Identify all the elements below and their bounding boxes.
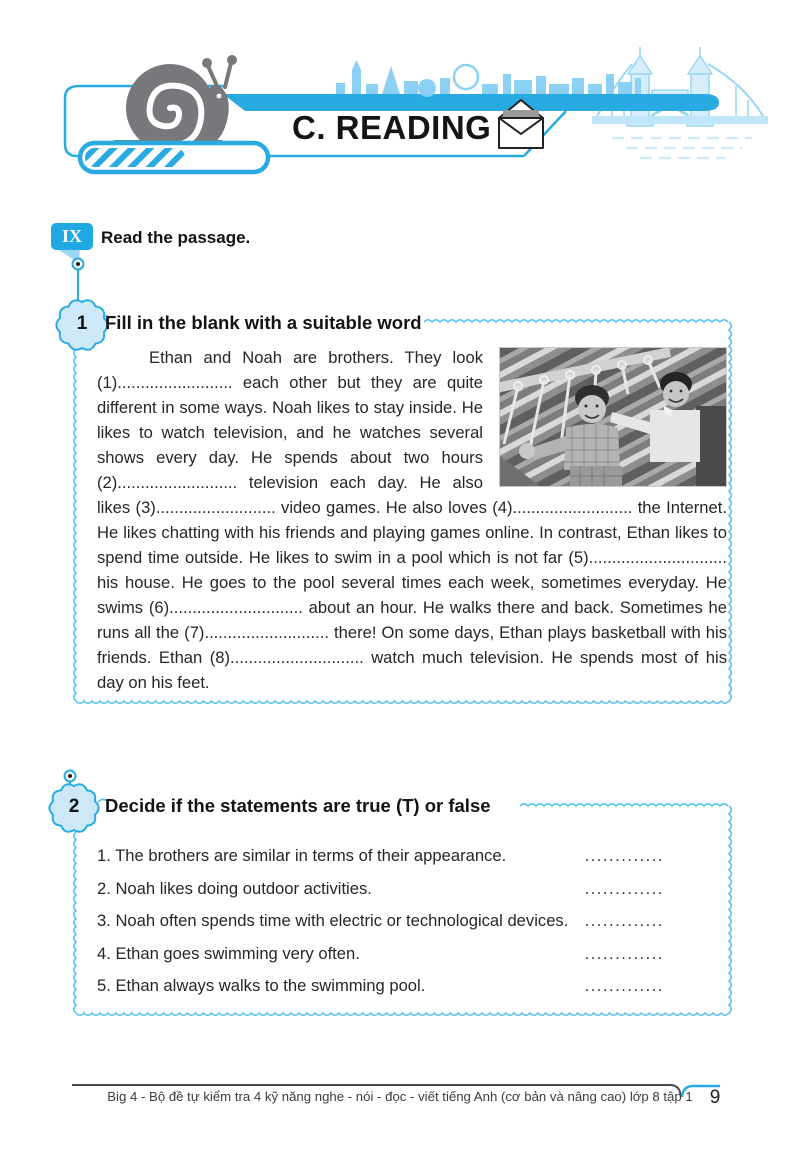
page-section-title: C. READING xyxy=(292,109,492,146)
section-instruction: Read the passage. xyxy=(101,228,251,247)
exercise-1-number: 1 xyxy=(76,313,88,334)
statement-text: 3. Noah often spends time with electric or technological devices. xyxy=(97,911,569,930)
answer-blank: ............. xyxy=(584,911,664,930)
section-numeral-badge: IX xyxy=(61,226,82,246)
statement-row xyxy=(97,876,664,901)
page-number: 9 xyxy=(709,1087,721,1108)
statement-text: 4. Ethan goes swimming very often. xyxy=(97,943,360,963)
striped-pill xyxy=(80,143,268,172)
statement-row xyxy=(97,908,664,933)
exercise-1-passage xyxy=(97,345,727,695)
exercise-2-title: Decide if the statements are true (T) or false xyxy=(105,795,491,816)
passage-text: Ethan and Noah are brothers. They look (1)......................... each other but they are quite different in some ways. Noah likes to stay inside. He likes to watch television, and he watches several shows every day. He spends about two hours (2).......................... television each day. He also likes (3).......................... video games. He also loves (4).......................... the Internet. He likes chatting with his friends and playing games online. In contrast, Ethan likes to spend time outside. He likes to swim in a pool which is not far (5).............................. his house. He goes to the pool several times each week, sometimes everyday. He swims (6)............................. about an hour. He walks there and back. Sometimes he runs all the (7)........................... there! On some days, Ethan plays basketball with his friends. Ethan (8)............................. watch much television. He spends most of his day on his feet. xyxy=(97,348,727,692)
statement-row xyxy=(97,973,664,998)
statement-text: 1. The brothers are similar in terms of their appearance. xyxy=(97,846,507,865)
passage-photo xyxy=(499,347,727,487)
footer-book-title: Big 4 - Bộ đề tự kiểm tra 4 kỹ năng nghe - nói - đọc - viết tiếng Anh (cơ bản và nâng cao) lớp 8 tập 1 xyxy=(107,1089,693,1104)
statement-row xyxy=(97,941,664,966)
answer-blank: ............. xyxy=(584,878,664,898)
exercise-1-title: Fill in the blank with a suitable word xyxy=(105,312,422,333)
answer-blank: ............. xyxy=(584,846,664,865)
statement-row xyxy=(97,843,664,868)
city-skyline-silhouette xyxy=(336,60,641,97)
statement-text: 5. Ethan always walks to the swimming pool. xyxy=(97,976,426,995)
answer-blank: ............. xyxy=(584,943,664,963)
exercise-2-statements xyxy=(97,843,664,1006)
two-boys-hammock-photo xyxy=(500,348,726,486)
exercise-2-number: 2 xyxy=(68,796,80,817)
statement-text: 2. Noah likes doing outdoor activities. xyxy=(97,878,372,898)
answer-blank: ............. xyxy=(584,976,664,995)
